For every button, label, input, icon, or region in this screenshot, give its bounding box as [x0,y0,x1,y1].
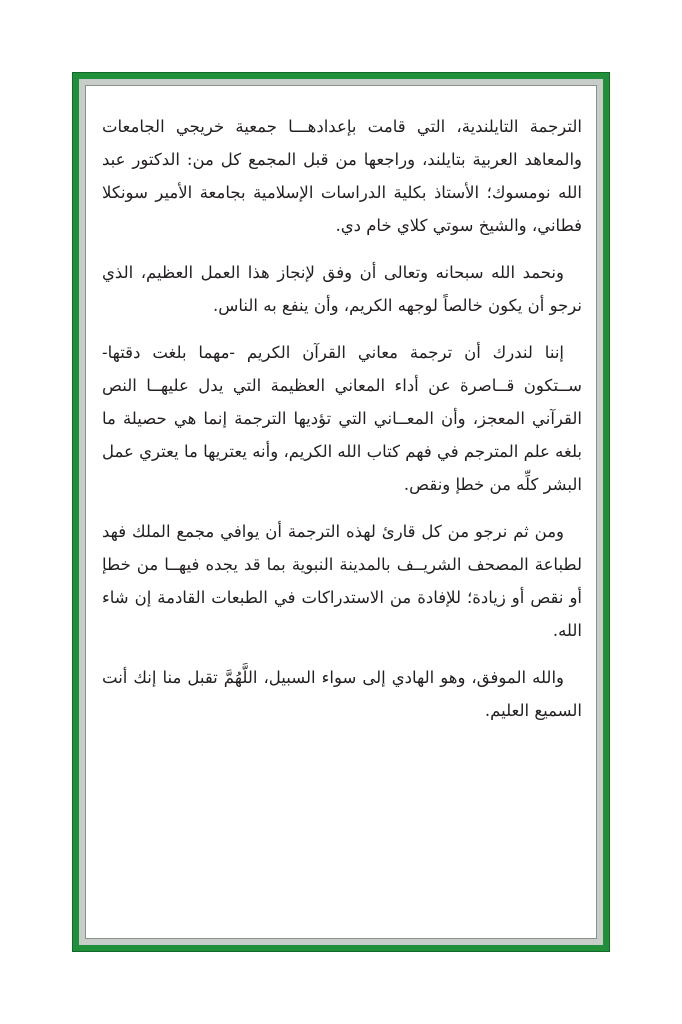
page-text [102,110,582,918]
page-body [85,85,597,939]
paragraph-feedback-request: ومن ثم نرجو من كل قارئ لهذه الترجمة أن يوافي مجمع الملك فهد لطباعة المصحف الشريــف بالمدينة النبوية بما قد يجده فيهــا من خطإ أو نقص أو زيادة؛ للإفادة من الاستدراكات في الطبعات القادمة إن شاء الله. [102,522,582,640]
page-frame-inner-border [79,79,603,945]
paragraph-translation-credits: الترجمة التايلندية، التي قامت بإعدادهـــا جمعية خريجي الجامعات والمعاهد العربية بتايلند، وراجعها من قبل المجمع كل من: الدكتور عبد الله نومسوك؛ الأستاذ بكلية الدراسات الإسلامية بجامعة الأمير سونكلا فطاني، والشيخ سوتي كلاي خام دي. [102,117,582,235]
page-frame [72,72,610,952]
paragraph-praise: ونحمد الله سبحانه وتعالى أن وفق لإنجاز هذا العمل العظيم، الذي نرجو أن يكون خالصاً لوجهه الكريم، وأن ينفع به الناس. [102,263,582,315]
paragraph-limitations: إننا لندرك أن ترجمة معاني القرآن الكريم -مهما بلغت دقتها- ســتكون قــاصرة عن أداء المعاني العظيمة التي يدل عليهــا النص القرآني المعجز، وأن المعــاني التي تؤديها الترجمة إنما هي حصيلة ما بلغه علم المترجم في فهم كتاب الله الكريم، وأنه يعتريها ما يعتري عمل البشر كلِّه من خطإ ونقص. [102,343,582,494]
paragraph-closing-prayer: والله الموفق، وهو الهادي إلى سواء السبيل، اللَّهُمَّ تقبل منا إنك أنت السميع العليم. [102,668,582,720]
